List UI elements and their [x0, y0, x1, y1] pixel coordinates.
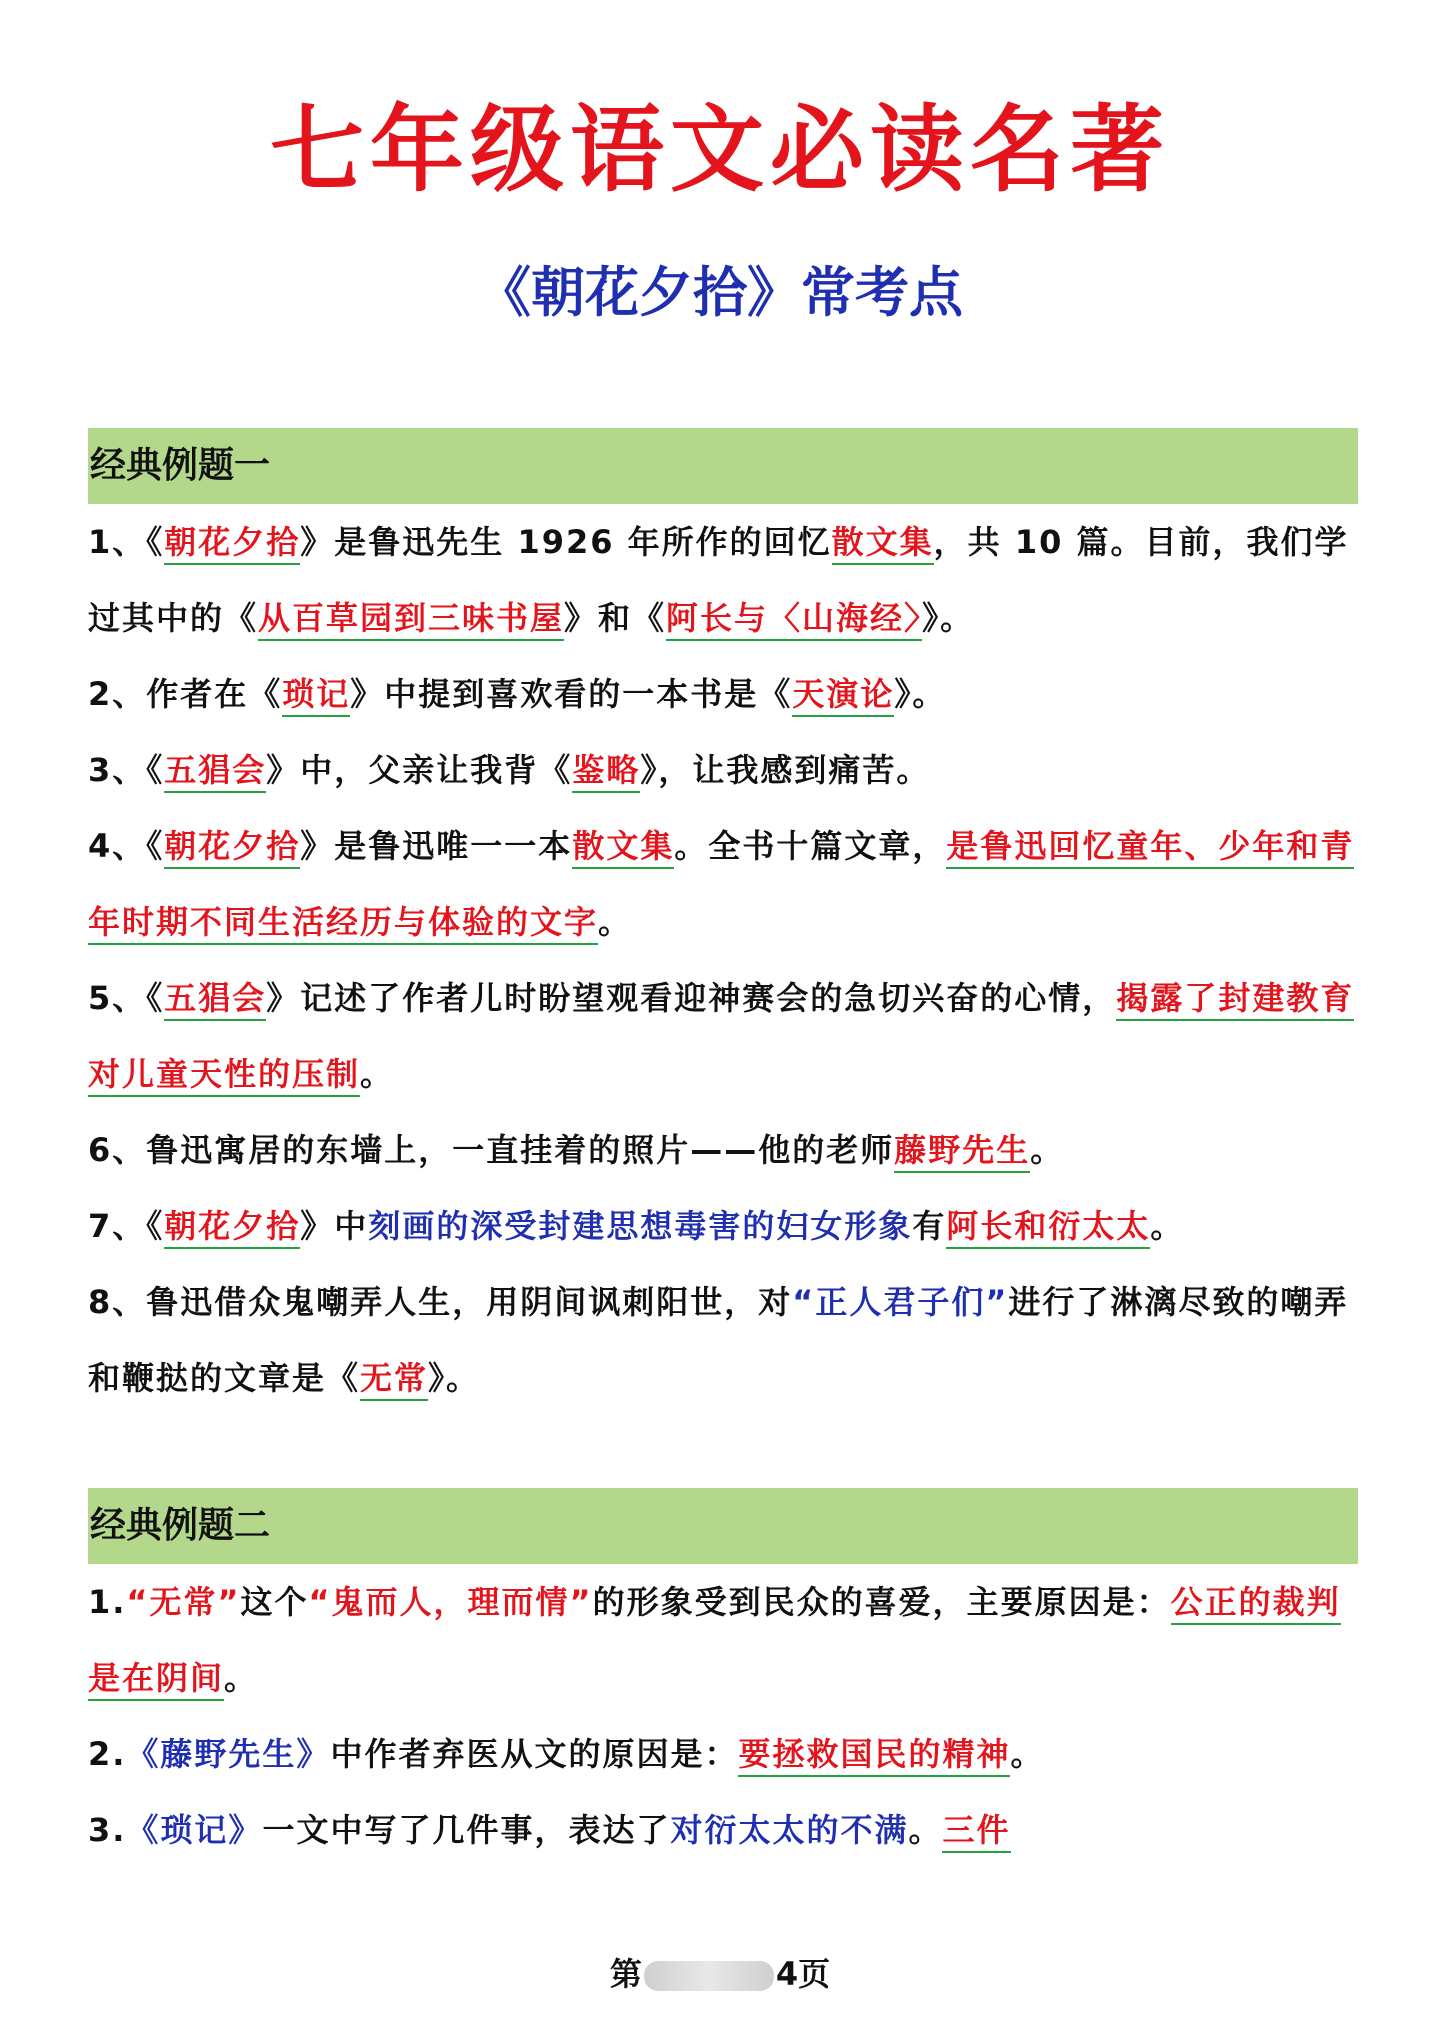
section-1 [88, 428, 1358, 1416]
item-text: 》中提到喜欢看的一本书是《 [350, 675, 793, 713]
item-text: 。 [598, 903, 633, 941]
section-heading: 经典例题二 [88, 1488, 1358, 1564]
section-heading: 经典例题一 [88, 428, 1358, 504]
item-text: 有 [912, 1207, 947, 1245]
answer-text: “无常” [126, 1583, 241, 1621]
question-item [88, 1716, 1358, 1792]
answer-text: 朝花夕拾 [164, 523, 300, 565]
footer-prefix: 第 [609, 1955, 642, 1993]
answer-text: 五猖会 [164, 979, 266, 1021]
answer-text: 是鲁迅回忆童年、少年和青年时期不同生活经历与体验的文字 [88, 827, 1354, 945]
item-text: ，共 10 篇。目前，我们学过其中的《 [88, 523, 1349, 637]
answer-text: 阿长与〈山海经〉 [666, 599, 922, 641]
answer-text: 朝花夕拾 [164, 1207, 300, 1249]
answer-text: 散文集 [832, 523, 934, 565]
answer-text: 琐记 [282, 675, 350, 717]
item-text: 8、鲁迅借众鬼嘲弄人生，用阴间讽刺阳世，对 [88, 1283, 793, 1321]
item-text: 6、鲁迅寓居的东墙上，一直挂着的照片——他的老师 [88, 1131, 895, 1169]
answer-text: 《琐记》 [126, 1811, 263, 1849]
item-text: 。 [1150, 1207, 1185, 1245]
item-text: 5、《 [88, 979, 165, 1017]
answer-text: 天演论 [792, 675, 894, 717]
footer-suffix: 4页 [775, 1955, 831, 1993]
item-text: 的形象受到民众的喜爱，主要原因是： [592, 1583, 1171, 1621]
answer-text: 阿长和衍太太 [946, 1207, 1150, 1249]
answer-text: 五猖会 [164, 751, 266, 793]
question-item [88, 808, 1358, 960]
item-text: 。 [360, 1055, 395, 1093]
answer-text: 藤野先生 [894, 1131, 1030, 1173]
item-text: 1. [88, 1583, 127, 1621]
question-item [88, 656, 1358, 732]
item-text: 3. [88, 1811, 127, 1849]
item-text: 》记述了作者儿时盼望观看迎神赛会的急切兴奋的心情， [266, 979, 1117, 1017]
item-text: 7、《 [88, 1207, 165, 1245]
item-text: 》中 [300, 1207, 369, 1245]
item-text: 1、《 [88, 523, 165, 561]
question-item [88, 1792, 1358, 1868]
item-text: 3、《 [88, 751, 165, 789]
item-text: 》。 [428, 1359, 481, 1397]
answer-text: 要拯救国民的精神 [738, 1735, 1010, 1777]
section-items [88, 1564, 1358, 1868]
item-text: 》。 [894, 675, 947, 713]
question-item [88, 1264, 1358, 1416]
answer-text: 无常 [360, 1359, 428, 1401]
item-text: 4、《 [88, 827, 165, 865]
item-text: 一文中写了几件事，表达了 [262, 1811, 671, 1849]
question-item [88, 1564, 1358, 1716]
item-text: 。 [1030, 1131, 1065, 1169]
item-text: 》中，父亲让我背《 [266, 751, 573, 789]
item-text: 。 [224, 1659, 259, 1697]
item-text: 》是鲁迅唯一一本 [300, 827, 573, 865]
answer-text: 刻画的深受封建思想毒害的妇女形象 [368, 1207, 913, 1245]
section-items [88, 504, 1358, 1416]
answer-text: 揭露了封建教育对儿童天性的压制 [88, 979, 1354, 1097]
answer-text: 对衍太太的不满 [670, 1811, 909, 1849]
question-item [88, 1112, 1358, 1188]
page-footer [0, 1955, 1440, 1993]
answer-text: 《藤野先生》 [126, 1735, 331, 1773]
page-title: 七年级语文必读名著 [269, 96, 1170, 205]
section-2 [88, 1488, 1358, 1868]
item-text: 进行了淋漓尽致的嘲弄和鞭挞的文章是《 [88, 1283, 1349, 1397]
answer-text: 从百草园到三味书屋 [258, 599, 564, 641]
page-subtitle: 《朝花夕拾》常考点 [477, 261, 963, 324]
item-text: 》是鲁迅先生 1926 年所作的回忆 [300, 523, 832, 561]
blurred-page-number [644, 1961, 774, 1991]
item-text: 》和《 [564, 599, 667, 637]
question-item [88, 504, 1358, 656]
item-text: 。全书十篇文章， [674, 827, 947, 865]
answer-text: “正人君子们” [792, 1283, 1009, 1321]
answer-text: 散文集 [572, 827, 674, 869]
item-text: 。 [1010, 1735, 1045, 1773]
question-item [88, 1188, 1358, 1264]
item-text: 2. [88, 1735, 127, 1773]
item-text: 。 [908, 1811, 943, 1849]
question-item [88, 960, 1358, 1112]
answer-text: 公正的裁判是在阴间 [88, 1583, 1341, 1701]
item-text: 中作者弃医从文的原因是： [330, 1735, 739, 1773]
item-text: 2、作者在《 [88, 675, 283, 713]
answer-text: 鉴略 [572, 751, 640, 793]
item-text: 》，让我感到痛苦。 [640, 751, 931, 789]
question-item [88, 732, 1358, 808]
answer-text: “鬼而人，理而情” [308, 1583, 593, 1621]
answer-text: 三件 [942, 1811, 1010, 1853]
item-text: 》。 [922, 599, 975, 637]
answer-text: 朝花夕拾 [164, 827, 300, 869]
item-text: 这个 [240, 1583, 309, 1621]
